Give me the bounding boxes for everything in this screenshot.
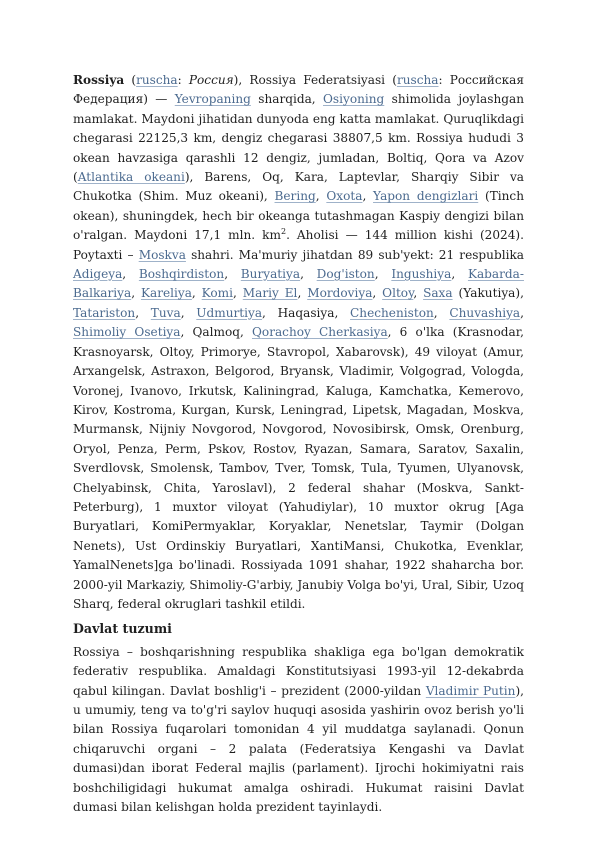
text: , — [520, 305, 524, 320]
text: (Tinch okean), shuningdek, hech bir okeanga tutashmagan Kaspiy dengizi bilan o'ralgan. Maydoni 17,1 mln. km — [73, 189, 524, 243]
text: . Aholisi — 144 million kishi (2024). Poytaxti – — [73, 228, 524, 262]
link-checheniston[interactable]: Checheniston — [350, 305, 434, 320]
text: , — [131, 286, 141, 301]
text: (Yakutiya), — [452, 286, 524, 301]
link-mariy-el[interactable]: Mariy El — [242, 286, 298, 301]
text: , — [191, 286, 202, 301]
text: : Российская Федерация) — — [73, 73, 524, 107]
link-mordoviya[interactable]: Mordoviya — [307, 286, 373, 301]
link-dogiston[interactable]: Dog'iston — [316, 267, 375, 282]
link-ingushiya[interactable]: Ingushiya — [391, 267, 452, 282]
link-oltoy[interactable]: Oltoy — [382, 286, 414, 301]
link-vladimir-putin[interactable]: Vladimir Putin — [425, 683, 516, 698]
link-oxota[interactable]: Oxota — [326, 189, 363, 204]
text: , — [224, 267, 241, 282]
text: , — [372, 286, 383, 301]
link-kareliya[interactable]: Kareliya — [140, 286, 192, 301]
text: , 6 o'lka (Krasnodar, Krasnoyarsk, Oltoy, Primorye, Stavropol, Xabarovsk), 49 viloyat (Amur, Arxangelsk, Astraxon, Belgorod, Bryansk, Vladimir, Volgograd, Vologda, Voronej, Ivanovo, Irkutsk, Kaliningrad, Kaluga, Kamchatka, Kemerovo, Kirov, Kostroma, Kurgan, Kursk, Leningrad, Lipetsk, Magadan, Moskva, Murmansk, Nijniy Novgorod, Novgorod, Novosibirsk, Omsk, Orenburg, Oryol, Penza, Perm, Pskov, Rostov, Ryazan, Samara, Saratov, Saxalin, Sverdlovsk, Smolensk, Tambov, Tver, Tomsk, Tula, Tyumen, Ulyanovsk, Chelyabinsk, Chita, Yaroslavl), 2 federal shahar (Moskva, Sankt-Peterburg), 1 muxtor viloyat (Yahudiylar), 10 muxtor okrug [Aga Buryatlari, KomiPermyaklar, Koryaklar, Nenetslar, Taymir (Dolgan Nenets), Ust Ordinskiy Buryatlari, XantiMansi, Chukotka, Evenklar, YamalNenets]ga bo'linadi. Rossiyada 1091 shahar, 1922 shaharcha bor. 2000-yil Markaziy, Shimoliy-G'arbiy, Janubiy Volga bo'yi, Ural, Sibir, Uzoq Sharq, federal okruglari tashkil etildi. — [73, 325, 524, 611]
title-word: Rossiya — [73, 73, 125, 87]
link-osiyo[interactable]: Osiyoning — [323, 92, 385, 107]
link-buryatiya[interactable]: Buryatiya — [240, 267, 301, 282]
section-paragraph — [73, 643, 524, 818]
link-komi[interactable]: Komi — [201, 286, 233, 301]
text: ( — [124, 73, 137, 87]
text: Rossiya – boshqarishning respublika shakliga ega bo'lgan demokratik federativ respublika. Amaldagi Konstitutsiyasi 1993-yil 12-dekabrda qabul kilingan. Davlat boshlig'i – prezident (2000-yildan — [73, 644, 524, 698]
link-atlantika[interactable]: Atlantika okeani — [77, 170, 185, 185]
text: , Haqasiya, — [262, 305, 351, 320]
text: , — [135, 305, 151, 320]
text: , — [433, 305, 450, 320]
text: , — [362, 189, 374, 204]
text: shimolida joylashgan mamlakat. Maydoni jihatidan dunyoda eng katta mamlakat. Quruqlikdagi chegarasi 22125,3 km, dengiz chegarasi 38807,5 km. Rossiya hududi 3 okean havzasiga qarashli 12 dengiz, jumladan, Boltiq, Qora va Azov ( — [73, 92, 524, 185]
link-chuvashiya[interactable]: Chuvashiya — [449, 305, 521, 320]
text: , — [233, 286, 243, 301]
link-boshqirdiston[interactable]: Boshqirdiston — [138, 267, 225, 282]
link-kabarda[interactable]: Kabarda-Balkariya — [73, 267, 524, 301]
link-ruscha[interactable]: ruscha — [396, 73, 439, 87]
text: ), Barens, Oq, Kara, Laptevlar, Sharqiy Sibir va Chukotka (Shim. Muz okeani), — [73, 170, 524, 204]
link-moskva[interactable]: Moskva — [138, 247, 186, 262]
russian-name: Россия — [188, 73, 234, 87]
text: , — [300, 267, 317, 282]
link-bering[interactable]: Bering — [274, 189, 316, 204]
link-yapon[interactable]: Yapon dengizlari — [373, 189, 479, 204]
text: ), u umumiy, teng va to'g'ri saylov huquqi asosida yashirin ovoz berish yo'li bilan Rossiya fuqarolari tomonidan 4 yil muddatga saylanadi. Qonun chiqaruvchi organi – 2 palata (Federatsiya Kengashi va Davlat dumasi)dan iborat Federal majlis (parlament). Ijrochi hokimiyatni rais boshchiligidagi hukumat amalga oshiradi. Hukumat raisini Davlat dumasi bilan kelishgan holda prezident tayinlaydi. — [73, 683, 524, 815]
section-heading: Davlat tuzumi — [73, 621, 172, 637]
link-ruscha[interactable]: ruscha — [136, 73, 178, 87]
text: , — [374, 267, 392, 282]
link-yevropa[interactable]: Yevropaning — [174, 92, 251, 107]
link-shimoliy-osetiya[interactable]: Shimoliy Osetiya — [73, 325, 181, 340]
text: : — [177, 73, 189, 87]
superscript: 2 — [280, 227, 287, 237]
intro-paragraph — [73, 71, 524, 614]
text: , — [413, 286, 424, 301]
link-saxa[interactable]: Saxa — [423, 286, 453, 301]
text: sharqida, — [250, 92, 323, 107]
text: , — [315, 189, 327, 204]
link-adigeya[interactable]: Adigeya — [73, 267, 123, 282]
link-tuva[interactable]: Tuva — [150, 305, 181, 320]
text: , — [122, 267, 139, 282]
link-tatariston[interactable]: Tatariston — [73, 305, 136, 320]
text: shahri. Ma'muriy jihatdan 89 sub'yekt: 21 respublika — [185, 247, 524, 262]
link-qorachoy-cherkasiya[interactable]: Qorachoy Cherkasiya — [252, 325, 388, 340]
text: ), Rossiya Federatsiyasi ( — [233, 73, 397, 87]
text: , — [297, 286, 308, 301]
link-udmurtiya[interactable]: Udmurtiya — [196, 305, 263, 320]
text: , — [180, 305, 197, 320]
text: , — [451, 267, 468, 282]
text: , Qalmoq, — [180, 325, 252, 340]
article — [73, 71, 524, 817]
